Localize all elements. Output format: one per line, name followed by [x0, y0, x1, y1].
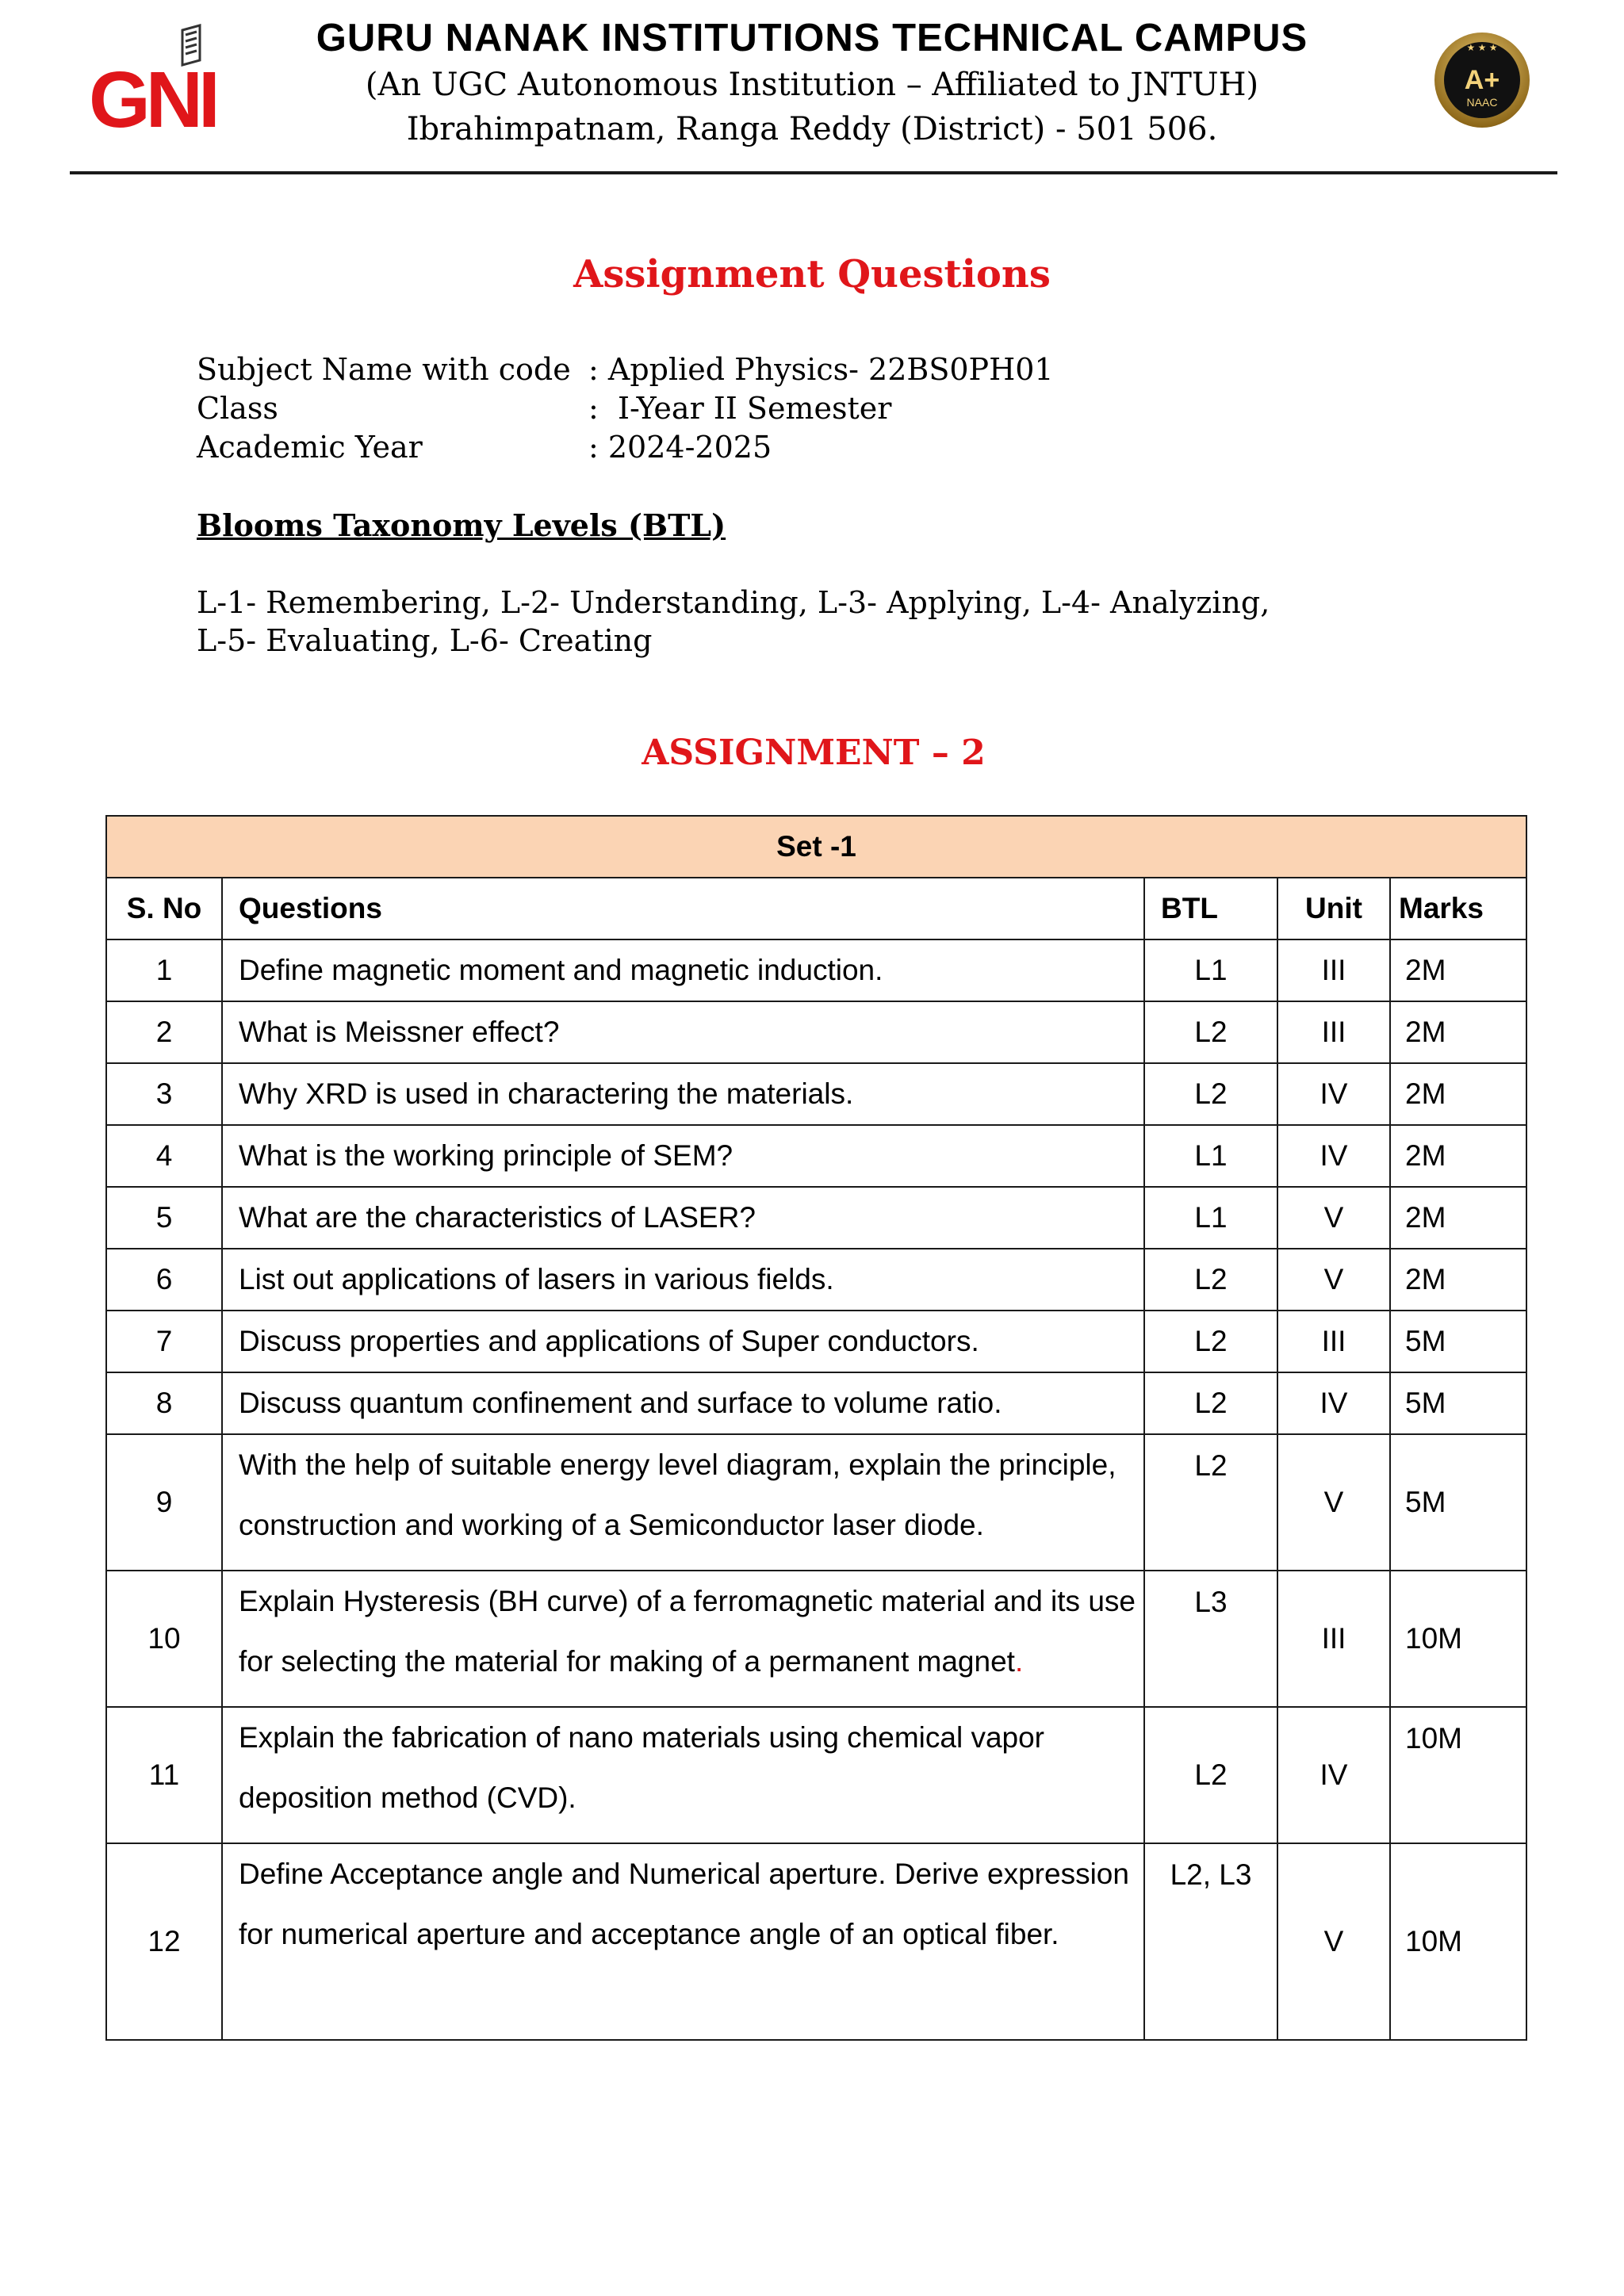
question-line-2: construction and working of a Semiconductor laser diode.: [239, 1509, 984, 1541]
cell-unit: III: [1277, 1311, 1390, 1372]
table-row: [106, 1187, 1526, 1249]
table-row: [106, 1125, 1526, 1187]
cell-btl: L3: [1144, 1571, 1277, 1707]
cell-question: [222, 1434, 1144, 1571]
table-row: [106, 1707, 1526, 1843]
cell-btl: L1: [1144, 1125, 1277, 1187]
table-row: [106, 1249, 1526, 1311]
address-line: Ibrahimpatnam, Ranga Reddy (District) - 501 506.: [406, 111, 1218, 147]
cell-unit: III: [1277, 1571, 1390, 1707]
question-line-1: Explain Hysteresis (BH curve) of a ferromagnetic material and its use: [239, 1585, 1136, 1617]
col-header-unit: Unit: [1277, 878, 1390, 939]
cell-unit: V: [1277, 1249, 1390, 1311]
btl-levels-line-1: L-1- Remembering, L-2- Understanding, L-3- Applying, L-4- Analyzing,: [197, 585, 1270, 620]
set-label: Set -1: [106, 816, 1526, 878]
cell-unit: III: [1277, 1001, 1390, 1063]
cell-unit: IV: [1277, 1125, 1390, 1187]
cell-marks: 2M: [1390, 1125, 1526, 1187]
cell-unit: IV: [1277, 1707, 1390, 1843]
cell-marks: 10M: [1390, 1843, 1526, 2040]
svg-text:★ ★ ★: ★ ★ ★: [1466, 42, 1498, 53]
institution-name: GURU NANAK INSTITUTIONS TECHNICAL CAMPUS: [316, 17, 1308, 59]
cell-sno: 10: [106, 1571, 222, 1707]
info-label-year: Academic Year: [197, 430, 423, 465]
cell-sno: 4: [106, 1125, 222, 1187]
cell-unit: V: [1277, 1434, 1390, 1571]
cell-unit: IV: [1277, 1372, 1390, 1434]
cell-btl: L2: [1144, 1001, 1277, 1063]
cell-btl: L2: [1144, 1249, 1277, 1311]
info-value-year: : 2024-2025: [588, 430, 772, 465]
question-line-2-text: for selecting the material for making of a permanent magnet: [239, 1645, 1015, 1678]
cell-sno: 12: [106, 1843, 222, 2040]
question-line-2: deposition method (CVD).: [239, 1781, 576, 1814]
set-header-row: [106, 816, 1526, 878]
cell-sno: 3: [106, 1063, 222, 1125]
cell-question: What are the characteristics of LASER?: [222, 1187, 1144, 1249]
cell-marks: 10M: [1390, 1707, 1526, 1843]
cell-question: Discuss quantum confinement and surface to volume ratio.: [222, 1372, 1144, 1434]
cell-marks: 5M: [1390, 1434, 1526, 1571]
table-row: [106, 1434, 1526, 1571]
cell-btl: L2: [1144, 1311, 1277, 1372]
cell-question: Define magnetic moment and magnetic induction.: [222, 939, 1144, 1001]
cell-unit: III: [1277, 939, 1390, 1001]
cell-sno: 1: [106, 939, 222, 1001]
col-header-questions: Questions: [222, 878, 1144, 939]
table-row: [106, 1571, 1526, 1707]
cell-unit: V: [1277, 1843, 1390, 2040]
cell-question: [222, 1843, 1144, 2040]
col-header-btl: BTL: [1144, 878, 1277, 939]
naac-label: NAAC: [1466, 96, 1498, 109]
naac-badge: [1432, 29, 1532, 132]
info-value-class: : I-Year II Semester: [588, 391, 892, 426]
cell-marks: 10M: [1390, 1571, 1526, 1707]
table-row: [106, 1843, 1526, 2040]
question-line-1: With the help of suitable energy level diagram, explain the principle,: [239, 1448, 1116, 1481]
col-header-marks: Marks: [1390, 878, 1526, 939]
cell-marks: 2M: [1390, 1001, 1526, 1063]
affiliation-line: (An UGC Autonomous Institution – Affiliated to JNTUH): [365, 67, 1259, 103]
cell-question: What is Meissner effect?: [222, 1001, 1144, 1063]
cell-btl: L2: [1144, 1372, 1277, 1434]
cell-question: Discuss properties and applications of Super conductors.: [222, 1311, 1144, 1372]
cell-marks: 5M: [1390, 1311, 1526, 1372]
cell-question: [222, 1571, 1144, 1707]
cell-btl: L1: [1144, 1187, 1277, 1249]
header-divider: [70, 171, 1557, 174]
cell-sno: 8: [106, 1372, 222, 1434]
cell-btl: L2, L3: [1144, 1843, 1277, 2040]
page-title: Assignment Questions: [573, 252, 1051, 297]
cell-btl: L1: [1144, 939, 1277, 1001]
cell-sno: 5: [106, 1187, 222, 1249]
info-label-class: Class: [197, 391, 278, 426]
cell-marks: 2M: [1390, 1249, 1526, 1311]
cell-unit: IV: [1277, 1063, 1390, 1125]
cell-question: [222, 1707, 1144, 1843]
col-header-sno: S. No: [106, 878, 222, 939]
cell-sno: 9: [106, 1434, 222, 1571]
table-row: [106, 1001, 1526, 1063]
info-label-subject: Subject Name with code: [197, 352, 571, 387]
cell-btl: L2: [1144, 1063, 1277, 1125]
btl-levels-line-2: L-5- Evaluating, L-6- Creating: [197, 623, 653, 658]
question-line-1: Explain the fabrication of nano materials using chemical vapor: [239, 1721, 1045, 1754]
table-row: [106, 1063, 1526, 1125]
assignment-heading: ASSIGNMENT – 2: [642, 733, 986, 773]
cell-unit: V: [1277, 1187, 1390, 1249]
question-line-2: [239, 1632, 1143, 1692]
cell-marks: 2M: [1390, 1063, 1526, 1125]
cell-sno: 11: [106, 1707, 222, 1843]
cell-question: List out applications of lasers in various fields.: [222, 1249, 1144, 1311]
cell-question: Why XRD is used in charactering the materials.: [222, 1063, 1144, 1125]
logo-text: GNI: [89, 55, 216, 135]
btl-heading: Blooms Taxonomy Levels (BTL): [197, 507, 726, 543]
cell-btl: L2: [1144, 1434, 1277, 1571]
table-row: [106, 1372, 1526, 1434]
table-row: [106, 1311, 1526, 1372]
table-row: [106, 939, 1526, 1001]
naac-grade: A+: [1464, 65, 1500, 95]
question-table: [105, 815, 1527, 2041]
question-line-1: Define Acceptance angle and Numerical aperture. Derive expression: [239, 1858, 1129, 1890]
cell-sno: 7: [106, 1311, 222, 1372]
cell-sno: 6: [106, 1249, 222, 1311]
cell-marks: 5M: [1390, 1372, 1526, 1434]
cell-marks: 2M: [1390, 1187, 1526, 1249]
cell-marks: 2M: [1390, 939, 1526, 1001]
cell-btl: L2: [1144, 1707, 1277, 1843]
question-line-2: for numerical aperture and acceptance angle of an optical fiber.: [239, 1918, 1059, 1950]
cell-question: What is the working principle of SEM?: [222, 1125, 1144, 1187]
question-line-2-end: .: [1014, 1645, 1024, 1678]
cell-sno: 2: [106, 1001, 222, 1063]
column-header-row: [106, 878, 1526, 939]
info-value-subject: : Applied Physics- 22BS0PH01: [588, 352, 1054, 387]
